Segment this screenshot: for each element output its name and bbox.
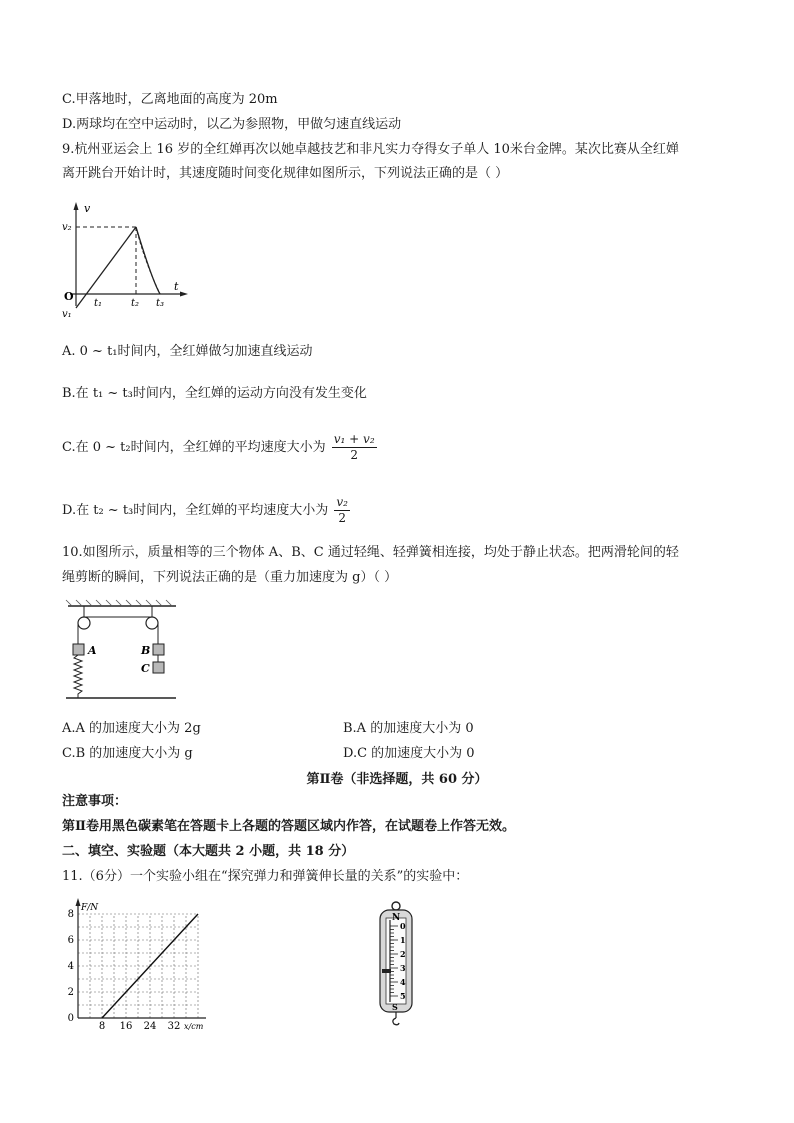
graph-v-axis-label: v: [84, 202, 91, 215]
q9-option-c: [62, 432, 377, 463]
q8-option-c: C.甲落地时，乙离地面的高度为 20m: [62, 92, 278, 107]
y-tick-label: 4: [67, 961, 74, 972]
x-tick-label: 32: [167, 1021, 181, 1032]
fraction-numerator: v₁ + v₂: [333, 432, 375, 446]
label-c: C: [141, 662, 150, 675]
scale-mark-4: 4: [400, 977, 406, 987]
notice-body: 第Ⅱ卷用黑色碳素笔在答题卡上各题的答题区域内作答，在试题卷上作答无效。: [62, 819, 515, 834]
velocity-curve-falling: [136, 227, 160, 294]
fraction-numerator: v₂: [336, 495, 348, 509]
y-tick-label: 2: [67, 987, 74, 998]
q11-force-extension-chart: [60, 900, 220, 1030]
q10-option-c: C.B 的加速度大小为 g: [62, 746, 193, 761]
q10-pulley-spring-diagram: [64, 598, 184, 710]
graph-origin-label: O: [64, 290, 74, 303]
graph-t3-label: t₃: [156, 298, 165, 309]
q10-stem-line2: 绳剪断的瞬间，下列说法正确的是（重力加速度为 g）（ ）: [62, 570, 398, 585]
q9-option-b: B.在 t₁ ~ t₃时间内，全红婵的运动方向没有发生变化: [62, 386, 367, 401]
graph-t1-label: t₁: [94, 298, 103, 309]
y-tick-label: 0: [67, 1013, 74, 1024]
label-b: B: [141, 644, 151, 657]
graph-t2-label: t₂: [131, 298, 140, 309]
q9-option-a: A. 0 ~ t₁时间内，全红婵做匀加速直线运动: [62, 344, 313, 359]
left-pulley: [78, 617, 90, 629]
q10-option-d: D.C 的加速度大小为 0: [343, 746, 475, 761]
scale-top-label: N: [392, 913, 401, 923]
x-axis-label: x/cm: [184, 1022, 204, 1031]
scale-mark-5: 5: [400, 991, 406, 1001]
scale-bottom-label: S: [392, 1002, 398, 1012]
x-tick-label: 16: [119, 1021, 133, 1032]
y-tick-label: 6: [67, 935, 74, 946]
q9-option-c-fraction: [332, 432, 377, 463]
q8-option-d: D.两球均在空中运动时，以乙为参照物，甲做匀速直线运动: [62, 117, 402, 132]
notice-title: 注意事项：: [62, 794, 128, 809]
part2-title: 二、填空、实验题（本大题共 2 小题，共 18 分）: [62, 844, 355, 859]
q11-spring-scale: [370, 898, 430, 1028]
y-tick-label: 8: [67, 909, 74, 920]
scale-mark-2: 2: [400, 949, 406, 959]
q9-stem-line1: 9.杭州亚运会上 16 岁的全红婵再次以她卓越技艺和非凡实力夺得女子单人 10米台金牌。某次比赛从全红婵: [62, 142, 679, 157]
scale-hook: [393, 1018, 399, 1025]
velocity-line-rising: [76, 227, 136, 308]
label-a: A: [88, 644, 97, 657]
scale-mark-3: 3: [400, 963, 406, 973]
right-pulley: [146, 617, 158, 629]
spring: [74, 655, 82, 698]
fraction-denominator: 2: [350, 448, 359, 462]
x-tick-label: 24: [143, 1021, 157, 1032]
q9-option-c-text: C.在 0 ~ t₂时间内，全红婵的平均速度大小为: [62, 440, 326, 455]
graph-t-axis-label: t: [174, 280, 179, 293]
graph-v2-label: v₂: [62, 222, 72, 233]
q10-option-a: A.A 的加速度大小为 2g: [62, 721, 201, 736]
block-c: [153, 662, 164, 673]
y-axis-label: F/N: [81, 903, 99, 913]
q9-stem-line2: 离开跳台开始计时，其速度随时间变化规律如图所示，下列说法正确的是（ ）: [62, 166, 509, 181]
q10-stem-line1: 10.如图所示，质量相等的三个物体 A、B、C 通过轻绳、轻弹簧相连接，均处于静止状态。把两滑轮间的轻: [62, 545, 679, 560]
fraction-denominator: 2: [338, 511, 347, 525]
q11-stem: 11.（6分）一个实验小组在“探究弹力和弹簧伸长量的关系”的实验中：: [62, 869, 469, 884]
scale-mark-1: 1: [400, 935, 406, 945]
y-axis-arrow: [76, 898, 81, 906]
block-b: [153, 644, 164, 655]
q9-option-d-text: D.在 t₂ ~ t₃时间内，全红婵的平均速度大小为: [62, 503, 329, 518]
block-a: [73, 644, 84, 655]
q10-option-b: B.A 的加速度大小为 0: [343, 721, 474, 736]
graph-v1-label: v₁: [62, 309, 72, 320]
x-tick-label: 8: [98, 1021, 106, 1032]
q9-option-d: [62, 495, 350, 526]
section2-title: 第Ⅱ卷（非选择题，共 60 分）: [306, 772, 488, 787]
q9-option-d-fraction: [334, 495, 350, 526]
q9-velocity-time-graph: [64, 198, 194, 323]
scale-pointer: [382, 969, 391, 973]
scale-mark-0: 0: [400, 921, 406, 931]
